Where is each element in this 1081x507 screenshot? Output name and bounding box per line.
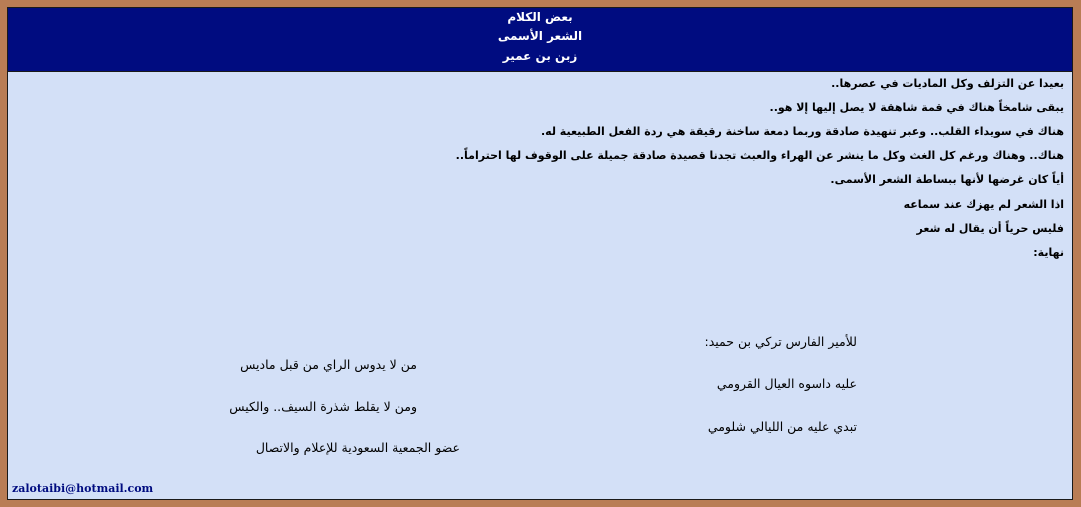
body-line: اذا الشعر لم يهزك عند سماعه: [903, 198, 1064, 211]
author-signature: عضو الجمعية السعودية للإعلام والاتصال: [255, 440, 460, 455]
poem-verse: من لا يدوس الراي من قبل ماديس: [240, 357, 417, 372]
body-line: هناك في سويداء القلب.. وعبر تنهيدة صادقة وربما دمعة ساخنة رقيقة هي ردة الفعل الطبيعية له.: [541, 125, 1064, 138]
poem-verse: تبدي عليه من الليالي شلومي: [707, 419, 857, 434]
page-frame: [7, 7, 1073, 500]
poem-intro: للأمير الفارس تركي بن حميد:: [704, 334, 857, 349]
email-link[interactable]: zalotaibi@hotmail.com: [12, 482, 154, 495]
poem-verse: ومن لا يقلط شذرة السيف.. والكيس: [229, 399, 417, 414]
body-line: يبقى شامخاً هناك في قمة شاهقة لا يصل إليها إلا هو..: [769, 101, 1064, 114]
body-line: نهاية:: [1033, 246, 1064, 259]
poem-verse: عليه داسوه العيال القرومي: [716, 376, 857, 391]
body-line: أياً كان غرضها لأنها ببساطة الشعر الأسمى.: [830, 173, 1064, 186]
body-line: بعيدا عن التزلف وكل الماديات في عصرها..: [831, 77, 1064, 90]
page-header: [8, 8, 1072, 72]
body-line: فليس حرياً أن يقال له شعر: [916, 222, 1064, 235]
article-title: الشعر الأسمى: [497, 29, 583, 43]
section-title: بعض الكلام: [507, 10, 573, 24]
author-name: زبن بن عمير: [502, 49, 578, 63]
body-line: هناك.. وهناك ورغم كل الغث وكل ما ينشر عن الهراء والعبث تجدنا قصيدة صادقة جميلة على الوقوف لها احتراماً..: [455, 149, 1064, 162]
